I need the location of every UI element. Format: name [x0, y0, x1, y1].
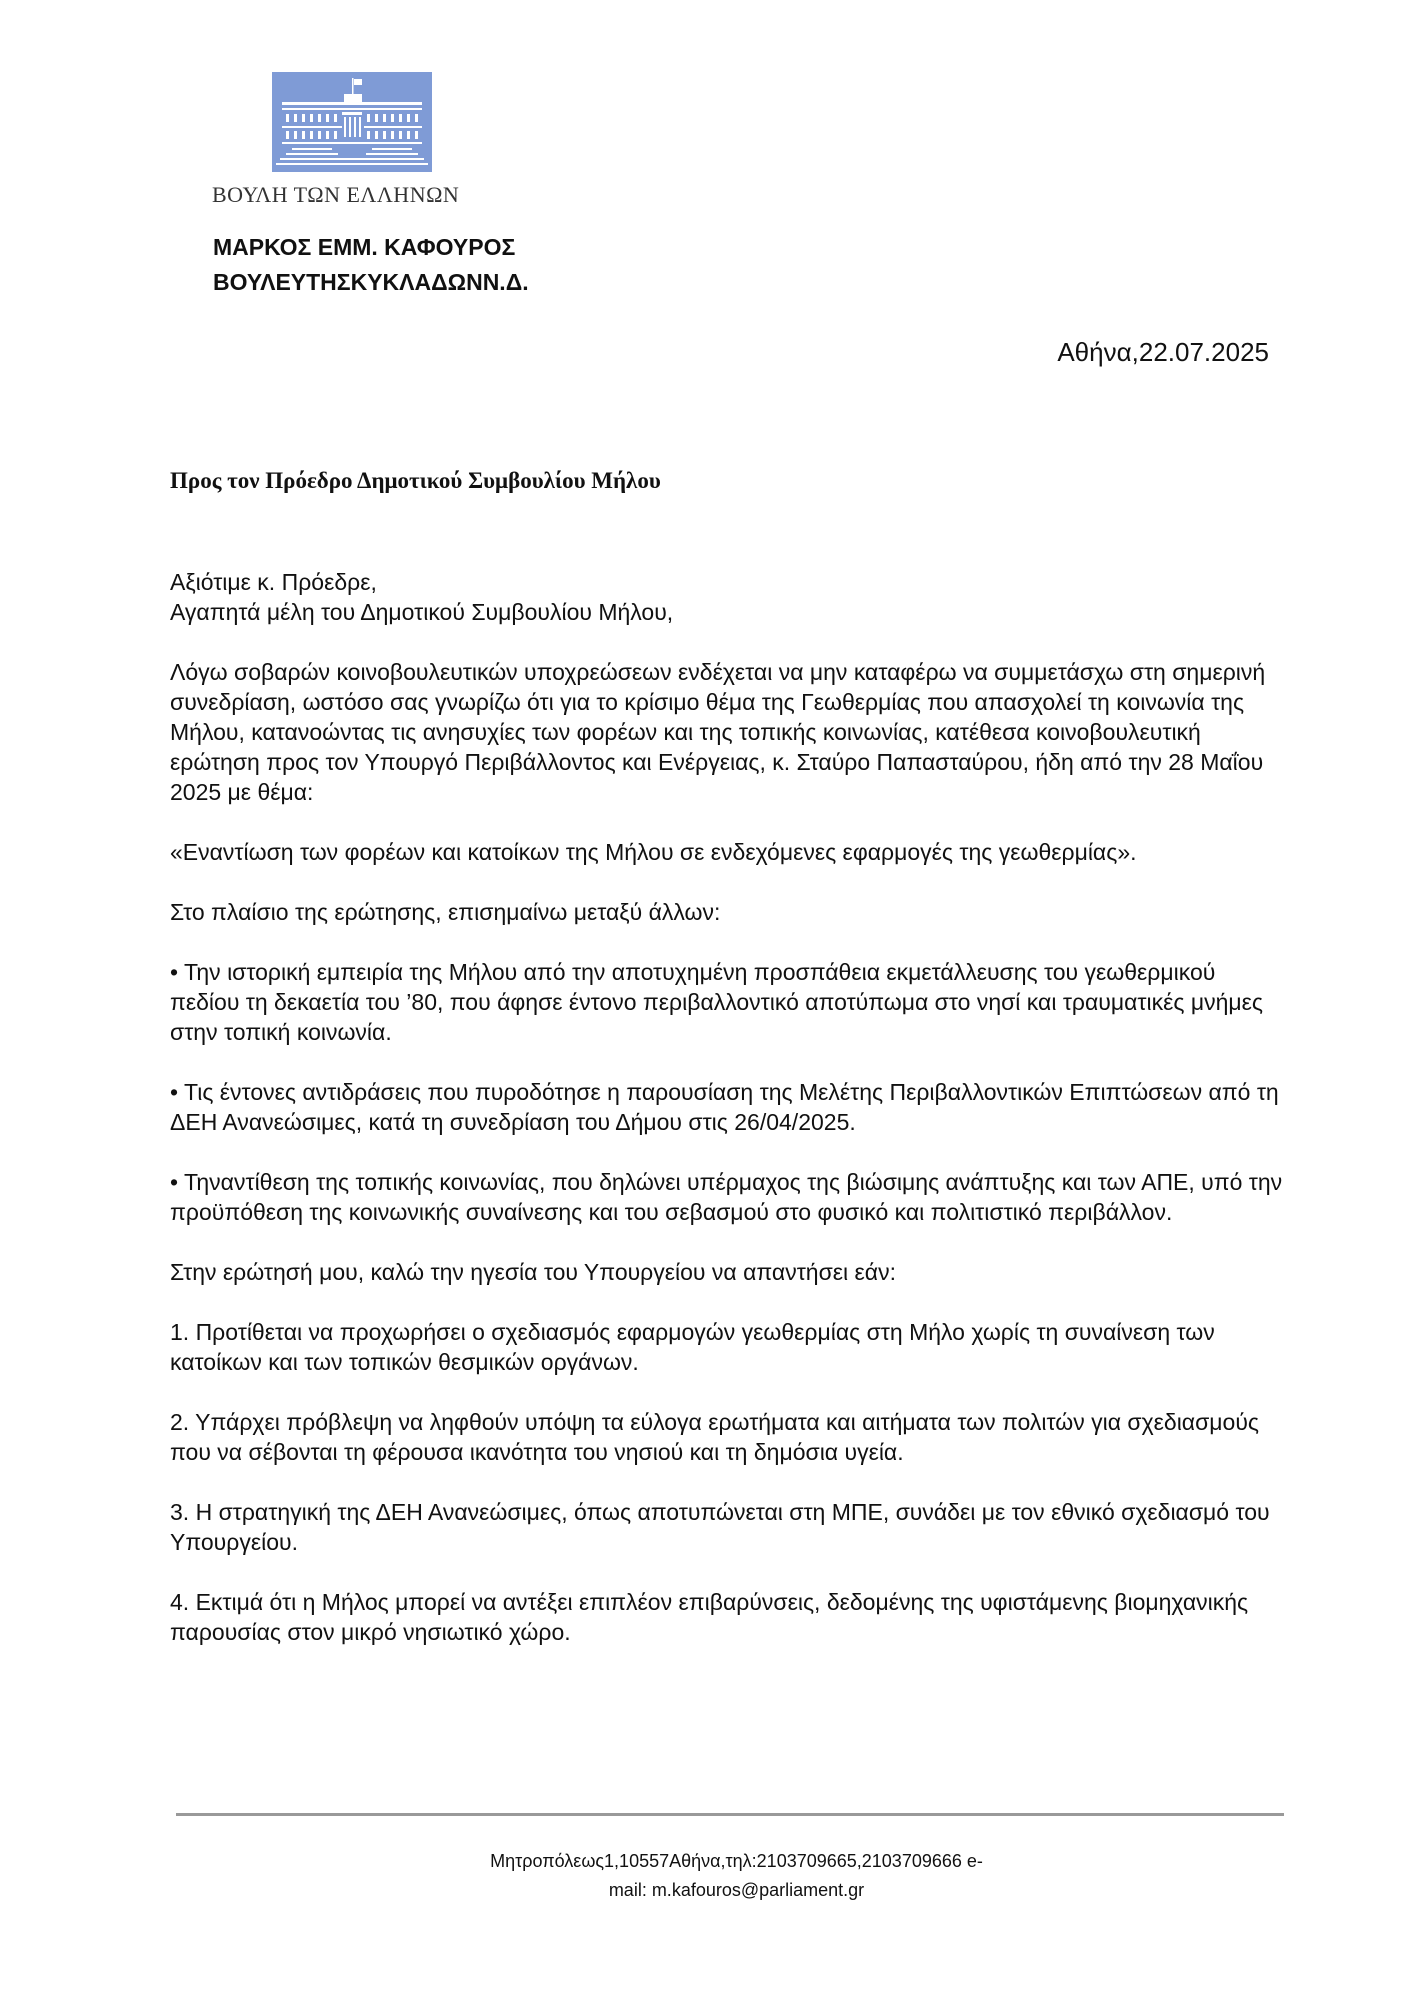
footer-email: mail: m.kafouros@parliament.gr — [608, 1880, 865, 1900]
bullet-item: • Τις έντονες αντιδράσεις που πυροδότησε η παρουσίαση της Μελέτης Περιβαλλοντικών Επιπτώσεων από τη ΔΕΗ Ανανεώσιμες, κατά τη συνεδρίαση του Δήμου στις 26/04/2025. — [170, 1079, 1279, 1135]
author-name: ΜΑΡΚΟΣ ΕΜΜ. ΚΑΦΟΥΡΟΣ — [213, 234, 516, 260]
question-item: 4. Εκτιμά ότι η Μήλος μπορεί να αντέξει επιπλέον επιβαρύνσεις, δεδομένης της υφιστάμενης βιομηχανικής παρουσίας στον μικρό νησιωτικό χώρο. — [170, 1589, 1249, 1645]
parliament-building-icon — [272, 72, 432, 172]
intro-paragraph: Λόγω σοβαρών κοινοβουλευτικών υποχρεώσεων ενδέχεται να μην καταφέρω να συμμετάσχω στη σημερινή συνεδρίαση, ωστόσο σας γνωρίζω ότι για το κρίσιμο θέμα της Γεωθερμίας που απασχολεί τη κοινωνία της Μήλου, κατανοώντας τις ανησυχίες των φορέων και της τοπικής κοινωνίας, κατέθεσα κοινοβουλευτική ερώτηση προς τον Υπουργό Περιβάλλοντος και Ενέργειας, κ. Σταύρο Παπασταύρου, ήδη από την 28 Μαΐου 2025 με θέμα: — [170, 659, 1266, 805]
footer-address: Μητροπόλεως1,10557Αθήνα,τηλ:2103709665,2103709666 e- — [490, 1851, 983, 1871]
letter-body — [170, 567, 1290, 1677]
question-item: 2. Υπάρχει πρόβλεψη να ληφθούν υπόψη τα εύλογα ερωτήματα και αιτήματα των πολιτών για σχεδιασμούς που να σέβονται τη φέρουσα ικανότητα του νησιού και τη δημόσια υγεία. — [170, 1409, 1260, 1465]
parliament-logo — [212, 72, 482, 208]
author-block — [213, 230, 529, 300]
question-item: 1. Προτίθεται να προχωρήσει ο σχεδιασμός εφαρμογών γεωθερμίας στη Μήλο χωρίς τη συναίνεση των κατοίκων και των τοπικών θεσμικών οργάνων. — [170, 1319, 1215, 1375]
framework-paragraph: Στο πλαίσιο της ερώτησης, επισημαίνω μεταξύ άλλων: — [170, 899, 721, 925]
letter-date: Αθήνα,22.07.2025 — [1057, 337, 1269, 367]
subject-paragraph: «Εναντίωση των φορέων και κατοίκων της Μήλου σε ενδεχόμενες εφαρμογές της γεωθερμίας». — [170, 839, 1137, 865]
salutation-line-1: Αξιότιμε κ. Πρόεδρε, — [170, 569, 377, 595]
bullet-item: • Την ιστορική εμπειρία της Μήλου από την αποτυχημένη προσπάθεια εκμετάλλευσης του γεωθερμικού πεδίου τη δεκαετία του ’80, που άφησε έντονο περιβαλλοντικό αποτύπωμα στο νησί και τραυματικές μνήμες στην τοπική κοινωνία. — [170, 959, 1263, 1045]
question-intro: Στην ερώτησή μου, καλώ την ηγεσία του Υπουργείου να απαντήσει εάν: — [170, 1259, 896, 1285]
recipient-heading: Προς τον Πρόεδρο Δημοτικού Συμβουλίου Μήλου — [170, 468, 661, 493]
logo-text: ΒΟΥΛΗ ΤΩΝ ΕΛΛΗΝΩΝ — [212, 182, 460, 207]
bullet-item: • Τηναντίθεση της τοπικής κοινωνίας, που δηλώνει υπέρμαχος της βιώσιμης ανάπτυξης και των ΑΠΕ, υπό την προϋπόθεση της κοινωνικής συναίνεσης και του σεβασμού στο φυσικό και πολιτιστικό περιβάλλον. — [170, 1169, 1283, 1225]
salutation-line-2: Αγαπητά μέλη του Δημοτικού Συμβουλίου Μήλου, — [170, 599, 674, 625]
question-item: 3. Η στρατηγική της ΔΕΗ Ανανεώσιμες, όπως αποτυπώνεται στη ΜΠΕ, συνάδει με τον εθνικό σχεδιασμό του Υπουργείου. — [170, 1499, 1270, 1555]
salutation — [170, 567, 1290, 627]
footer — [0, 1847, 1423, 1905]
footer-divider — [176, 1813, 1284, 1816]
author-title: ΒΟΥΛΕΥΤΗΣΚΥΚΛΑΔΩΝΝ.Δ. — [213, 269, 529, 295]
